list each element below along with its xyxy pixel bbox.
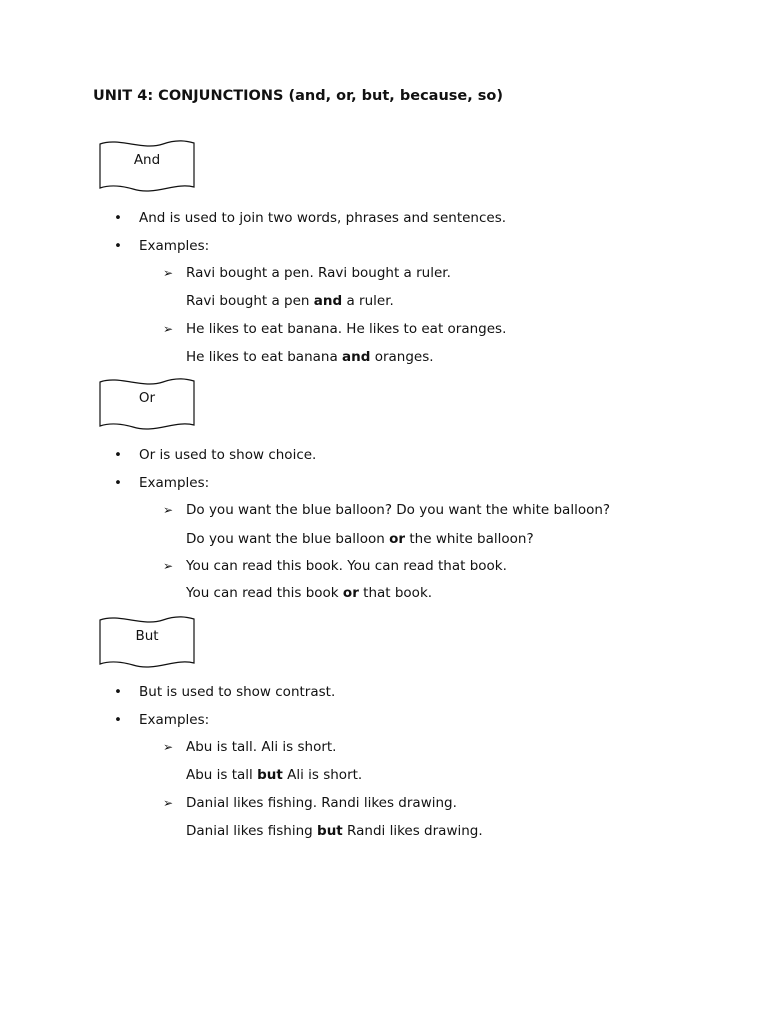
example-original: Abu is tall. Ali is short. <box>186 739 337 755</box>
arrow-bullet-icon: ➢ <box>163 740 174 754</box>
joined-before: Ravi bought a pen <box>186 293 314 309</box>
example-joined <box>186 584 432 602</box>
joined-after: that book. <box>358 585 433 601</box>
bullet-icon: • <box>114 447 122 463</box>
definition-text: Or is used to show choice. <box>139 447 317 463</box>
conjunction-word: but <box>257 767 283 783</box>
banner-label: But <box>135 628 159 644</box>
arrow-bullet-icon: ➢ <box>163 322 174 336</box>
example-original: He likes to eat banana. He likes to eat oranges. <box>186 321 507 337</box>
example-original: You can read this book. You can read that book. <box>186 558 507 574</box>
conjunction-word: and <box>342 349 371 365</box>
example-original: Danial likes fishing. Randi likes drawing. <box>186 795 457 811</box>
page-title: UNIT 4: CONJUNCTIONS (and, or, but, because, so) <box>93 88 504 104</box>
conjunction-word: or <box>389 531 406 547</box>
example-joined <box>186 766 362 784</box>
example-original: Do you want the blue balloon? Do you want the white balloon? <box>186 502 611 518</box>
joined-after: Randi likes drawing. <box>342 823 483 839</box>
bullet-icon: • <box>114 712 122 728</box>
arrow-bullet-icon: ➢ <box>163 266 174 280</box>
bullet-icon: • <box>114 475 122 491</box>
bullet-icon: • <box>114 684 122 700</box>
examples-label: Examples: <box>139 238 210 254</box>
arrow-bullet-icon: ➢ <box>163 796 174 810</box>
bullet-icon: • <box>114 238 122 254</box>
joined-before: Danial likes fishing <box>186 823 318 839</box>
definition-text: But is used to show contrast. <box>139 684 336 700</box>
examples-label: Examples: <box>139 475 210 491</box>
example-original: Ravi bought a pen. Ravi bought a ruler. <box>186 265 451 281</box>
definition-text: And is used to join two words, phrases and sentences. <box>139 210 507 226</box>
banner-or <box>99 378 195 430</box>
example-joined <box>186 822 483 840</box>
example-joined <box>186 292 394 310</box>
banner-and <box>99 140 195 192</box>
joined-before: Do you want the blue balloon <box>186 531 390 547</box>
arrow-bullet-icon: ➢ <box>163 503 174 517</box>
conjunction-word: but <box>317 823 343 839</box>
examples-label: Examples: <box>139 712 210 728</box>
conjunction-word: and <box>313 293 343 309</box>
banner-label: Or <box>138 390 156 406</box>
example-joined <box>186 348 434 366</box>
arrow-bullet-icon: ➢ <box>163 559 174 573</box>
joined-before: Abu is tall <box>186 767 258 783</box>
conjunction-word: or <box>342 585 359 601</box>
joined-after: the white balloon? <box>405 531 534 547</box>
bullet-icon: • <box>114 210 122 226</box>
joined-after: Ali is short. <box>282 767 363 783</box>
banner-label: And <box>133 152 161 168</box>
banner-but <box>99 616 195 668</box>
joined-after: oranges. <box>370 349 434 365</box>
joined-before: He likes to eat banana <box>186 349 343 365</box>
joined-before: You can read this book <box>186 585 343 601</box>
example-joined <box>186 530 534 548</box>
joined-after: a ruler. <box>342 293 394 309</box>
